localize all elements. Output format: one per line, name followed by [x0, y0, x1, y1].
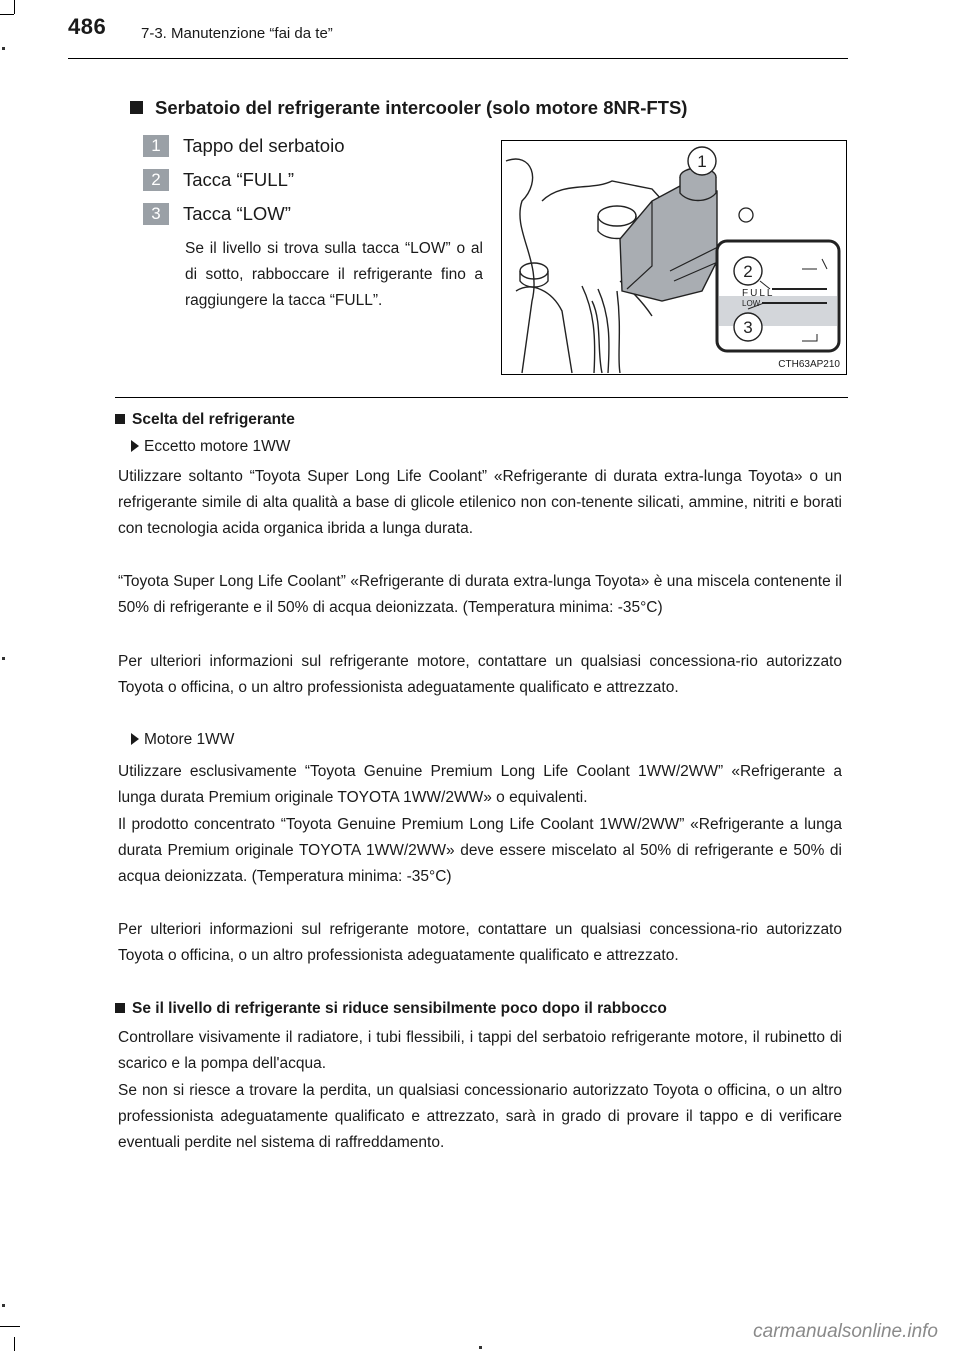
- registration-dot: [2, 47, 5, 50]
- page-number: 486: [68, 14, 107, 39]
- paragraph: Per ulteriori informazioni sul refrigerante motore, contattare un qualsiasi concessiona-rio autorizzato Toyota o officina, o un altro professionista adeguatamente qualificato e attrezzato.: [118, 653, 842, 696]
- low-mark-label: LOW: [742, 299, 761, 308]
- callout-number: 1: [143, 135, 169, 157]
- callout-number: 2: [143, 169, 169, 191]
- triangle-bullet-icon: [131, 440, 139, 452]
- level-drop-heading: [115, 1000, 667, 1018]
- section-heading-text: Serbatoio del refrigerante intercooler (solo motore 8NR-FTS): [155, 97, 688, 118]
- registration-dot: [479, 1346, 482, 1349]
- paragraph: “Toyota Super Long Life Coolant” «Refrigerante di durata extra-lunga Toyota» è una miscela contenente il 50% di refrigerante e il 50% di acqua deionizzata. (Temperatura minima: -35°C): [118, 573, 842, 616]
- callout-label: Tacca “FULL”: [183, 169, 295, 190]
- paragraph: Il prodotto concentrato “Toyota Genuine Premium Long Life Coolant 1WW/2WW” «Refrigerante a lunga durata Premium originale TOYOTA 1WW/2WW» deve essere miscelato al 50% di refrigerante e 50% di acqua deionizzata. (Temperatura minima: -35°C): [118, 816, 842, 885]
- figure-callout-1: 1: [697, 152, 707, 171]
- bullet-text: Eccetto motore 1WW: [144, 438, 291, 455]
- paragraph: Utilizzare soltanto “Toyota Super Long Life Coolant” «Refrigerante di durata extra-lunga Toyota» o un refrigerante simile di alta qualità a base di glicole etilenico non con-tenente silicati, ammine, nitriti e borati con tecnologia acida organica ibrida a lunga durata.: [118, 468, 842, 537]
- section-divider: [115, 397, 848, 398]
- crop-mark-bottom-left-h: [0, 1326, 20, 1327]
- figure-callout-2: 2: [743, 262, 753, 281]
- chapter-title: 7-3. Manutenzione “fai da te”: [141, 25, 333, 42]
- coolant-choice-heading: [115, 411, 295, 429]
- full-mark-label: FULL: [742, 288, 775, 299]
- crop-mark-top-left-h: [0, 14, 14, 15]
- registration-dot: [2, 657, 5, 660]
- crop-mark-top-left-v: [14, 0, 15, 14]
- header-rule: [68, 58, 848, 59]
- paragraph: Utilizzare esclusivamente “Toyota Genuine Premium Long Life Coolant 1WW/2WW” «Refrigerante a lunga durata Premium originale TOYOTA 1WW/2WW» o equivalenti.: [118, 763, 842, 806]
- square-bullet-icon: [115, 414, 125, 424]
- callout-number: 3: [143, 203, 169, 225]
- paragraph: Se non si riesce a trovare la perdita, un qualsiasi concessionario autorizzato Toyota o officina, o un altro professionista adeguatamente qualificato e attrezzato, sarà in grado di provare il tappo e di verificare eventuali perdite nel sistema di raffreddamento.: [118, 1082, 842, 1151]
- site-watermark: carmanualsonline.info: [753, 1321, 938, 1342]
- section-heading: [130, 97, 687, 119]
- level-drop-heading-text: Se il livello di refrigerante si riduce sensibilmente poco dopo il rabbocco: [132, 1000, 667, 1017]
- callout-label: Tacca “LOW”: [183, 203, 291, 224]
- engine-variant-bullet: [131, 731, 234, 749]
- figure-code: CTH63AP210: [778, 359, 840, 370]
- refill-note: Se il livello si trova sulla tacca “LOW” o al di sotto, rabboccare il refrigerante fino a raggiungere la tacca “FULL”.: [185, 240, 483, 309]
- engine-bay-drawing: [502, 141, 846, 374]
- paragraph: Controllare visivamente il radiatore, i tubi flessibili, i tappi del serbatoio refrigerante motore, il rubinetto di scarico e la pompa dell'acqua.: [118, 1029, 842, 1072]
- callout-label: Tappo del serbatoio: [183, 135, 345, 156]
- square-bullet-icon: [130, 101, 143, 114]
- triangle-bullet-icon: [131, 733, 139, 745]
- engine-variant-bullet: [131, 438, 290, 456]
- figure-callout-3: 3: [743, 318, 753, 337]
- paragraph: Per ulteriori informazioni sul refrigerante motore, contattare un qualsiasi concessiona-rio autorizzato Toyota o officina, o un altro professionista adeguatamente qualificato e attrezzato.: [118, 921, 842, 964]
- reservoir-illustration: [501, 140, 847, 375]
- coolant-choice-heading-text: Scelta del refrigerante: [132, 411, 295, 428]
- bullet-text: Motore 1WW: [144, 731, 235, 748]
- crop-mark-bottom-left-v: [14, 1337, 15, 1351]
- registration-dot: [2, 1304, 5, 1307]
- square-bullet-icon: [115, 1003, 125, 1013]
